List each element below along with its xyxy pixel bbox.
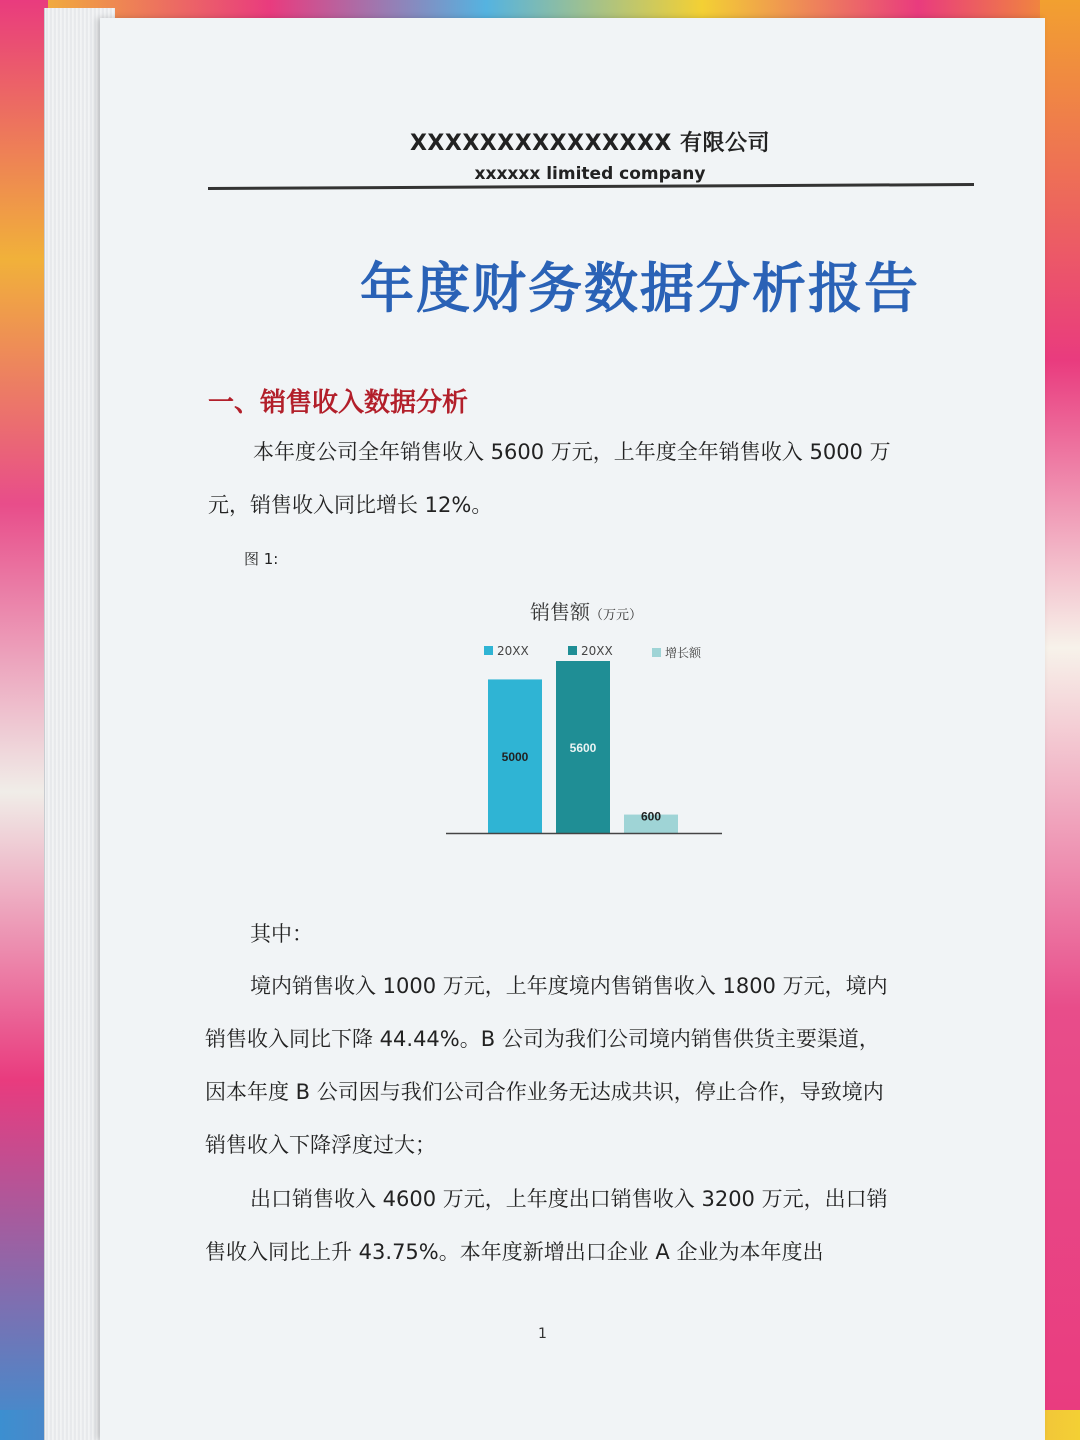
domestic-sales-paragraph: 境内销售收入 1000 万元，上年度境内售销售收入 1800 万元，境内销售收入同比下降 44.44%。B 公司为我们公司境内销售供货主要渠道，因本年度 B 公司因与我们公司合作业务无达成共识，停止合作，导致境内销售收入下降浮度过大；	[205, 974, 888, 1157]
document-title: 年度财务数据分析报告	[360, 256, 920, 320]
chart-title	[530, 596, 642, 625]
bar-value-label: 600	[640, 809, 662, 824]
details-intro: 其中：	[250, 922, 313, 946]
chart-title-text: 销售额	[530, 600, 590, 624]
export-sales-paragraph: 出口销售收入 4600 万元，上年度出口销售收入 3200 万元，出口销售收入同比上升 43.75%。本年度新增出口企业 A 企业为本年度出	[205, 1187, 888, 1264]
legend-swatch	[652, 648, 661, 657]
legend-swatch	[568, 646, 577, 655]
legend-label: 20XX	[581, 644, 613, 658]
sales-bar-chart	[430, 658, 730, 858]
header-divider	[208, 183, 974, 190]
legend-item	[484, 644, 529, 658]
company-name-en: xxxxxx limited company	[474, 164, 706, 184]
legend-label: 20XX	[497, 644, 529, 658]
legend-label: 增长额	[665, 646, 702, 660]
bar-value-label: 5600	[569, 741, 597, 755]
company-name-cn: XXXXXXXXXXXXXXX 有限公司	[409, 131, 771, 156]
bar-value-label: 5000	[501, 750, 529, 765]
background-left	[0, 0, 48, 1440]
legend-item	[568, 644, 613, 658]
section-heading: 一、销售收入数据分析	[208, 388, 469, 418]
page-number: 1	[538, 1326, 547, 1342]
document-page	[100, 18, 1045, 1440]
figure-label: 图 1:	[244, 550, 279, 568]
chart-unit: （万元）	[590, 608, 643, 623]
legend-swatch	[484, 646, 493, 655]
sales-summary-paragraph: 本年度公司全年销售收入 5600 万元，上年度全年销售收入 5000 万元，销售收入同比增长 12%。	[208, 440, 891, 517]
background-right	[1040, 0, 1080, 1440]
